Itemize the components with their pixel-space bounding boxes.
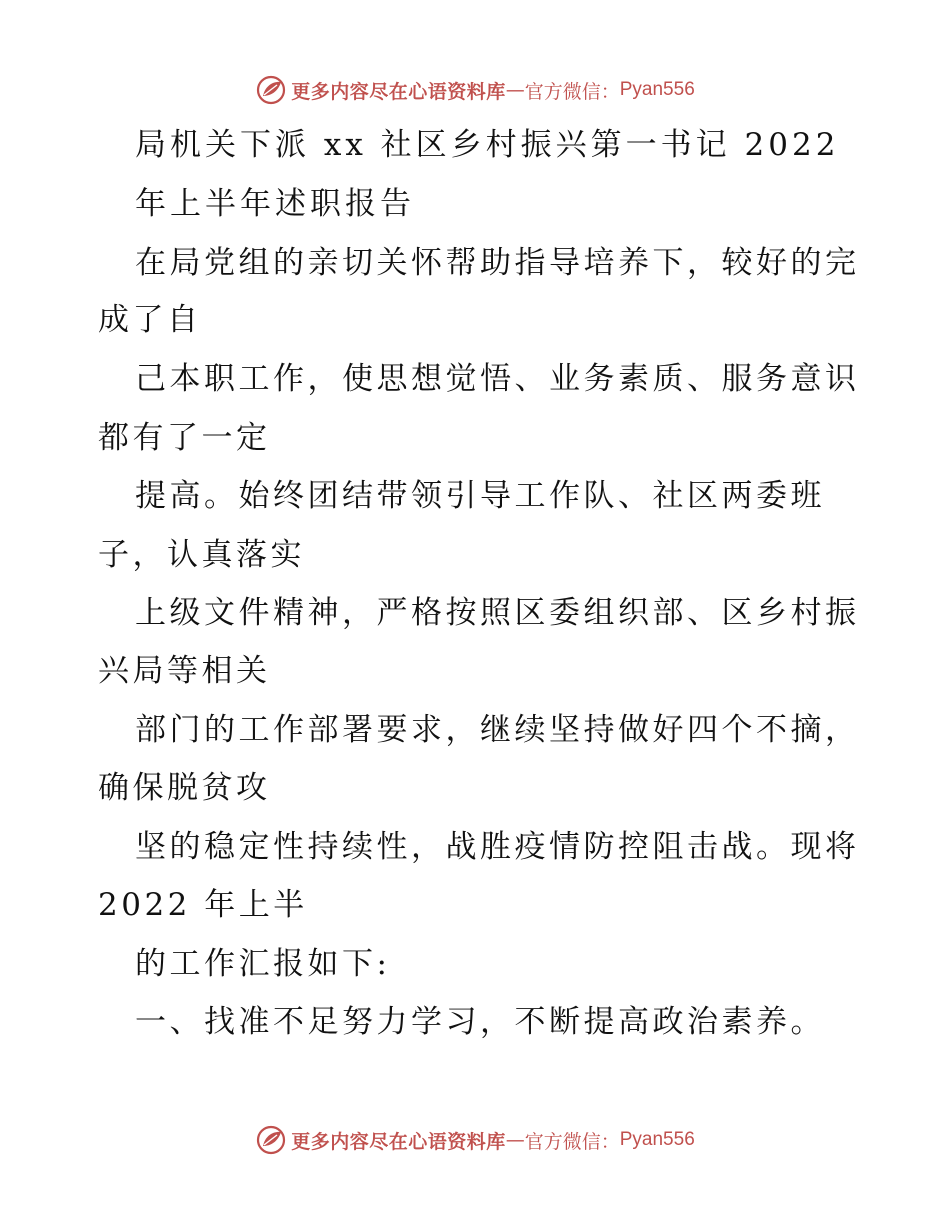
body-line-7: 上级文件精神，严格按照区委组织部、区乡村振 xyxy=(135,595,860,631)
body-line-10: 确保脱贫攻 xyxy=(98,770,271,806)
body-line-3: 己本职工作，使思想觉悟、业务素质、服务意识 xyxy=(135,361,860,397)
body-line-6: 子，认真落实 xyxy=(98,537,305,573)
watermark-dash: — xyxy=(505,1129,525,1151)
title-line-1: 局机关下派 xx 社区乡村振兴第一书记 2022 xyxy=(135,127,840,163)
watermark-wechat-id: Pyan556 xyxy=(619,79,695,100)
body-line-9: 部门的工作部署要求，继续坚持做好四个不摘， xyxy=(135,712,860,748)
header-watermark xyxy=(0,70,950,110)
body-line-1: 在局党组的亲切关怀帮助指导培养下，较好的完 xyxy=(135,245,860,281)
body-line-4: 都有了一定 xyxy=(98,420,271,456)
body-line-14: 一、找准不足努力学习，不断提高政治素养。 xyxy=(135,1004,825,1040)
red-leaf-logo-icon xyxy=(255,1124,287,1156)
watermark-dash: — xyxy=(505,79,525,101)
body-line-11: 坚的稳定性持续性，战胜疫情防控阻击战。现将 xyxy=(135,829,860,865)
body-line-2: 成了自 xyxy=(98,302,202,338)
body-line-13: 的工作汇报如下: xyxy=(135,946,391,982)
watermark-main-text: 更多内容尽在心语资料库 xyxy=(291,1130,506,1153)
red-leaf-logo-icon xyxy=(255,74,287,106)
body-line-8: 兴局等相关 xyxy=(98,653,271,689)
footer-watermark xyxy=(0,1120,950,1160)
title-line-2: 年上半年述职报告 xyxy=(135,186,415,222)
watermark-wechat-label: 官方微信： xyxy=(524,80,620,103)
watermark-wechat-id: Pyan556 xyxy=(619,1129,695,1150)
body-line-12: 2022 年上半 xyxy=(98,887,308,923)
body-line-5: 提高。始终团结带领引导工作队、社区两委班 xyxy=(135,478,825,514)
watermark-main-text: 更多内容尽在心语资料库 xyxy=(291,80,506,103)
watermark-wechat-label: 官方微信： xyxy=(524,1130,620,1153)
